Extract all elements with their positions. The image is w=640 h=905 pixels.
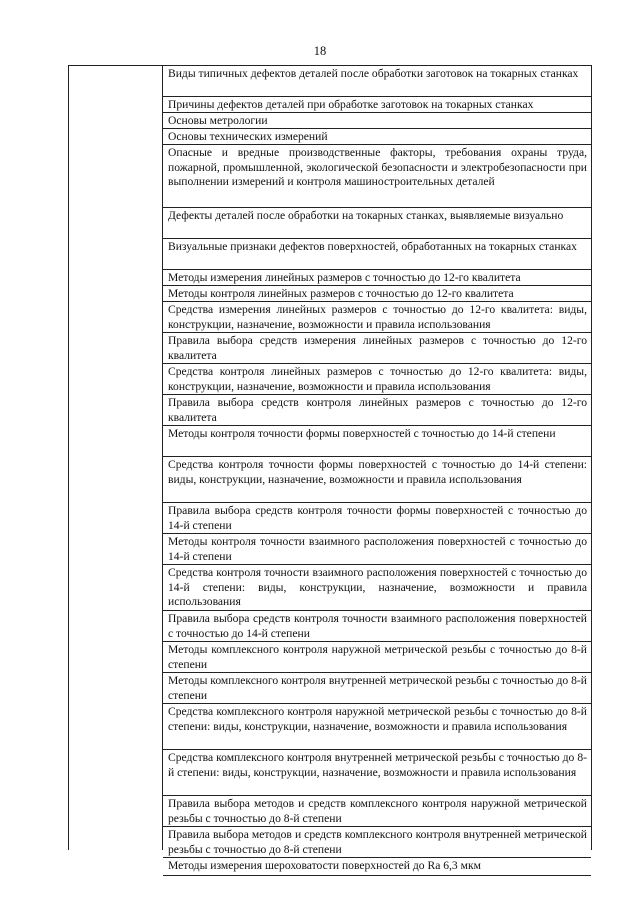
table-row: Методы комплексного контроля наружной метрической резьбы с точностью до 8-й степени	[163, 642, 591, 673]
table-row: Методы контроля линейных размеров с точностью до 12-го квалитета	[163, 286, 591, 302]
table-row: Опасные и вредные производственные факторы, требования охраны труда, пожарной, промышленной, экологической безопасности и электробезопасности при выполнении измерений и контроля машиностроительных деталей	[163, 145, 591, 208]
table-row: Средства контроля точности взаимного расположения поверхностей с точностью до 14-й степени: виды, конструкции, назначение, возможности и правила использования	[163, 565, 591, 611]
table-row: Виды типичных дефектов деталей после обработки заготовок на токарных станках	[163, 66, 591, 97]
table-row: Средства комплексного контроля наружной метрической резьбы с точностью до 8-й степени: виды, конструкции, назначение, возможности и правила использования	[163, 704, 591, 750]
table-row: Основы метрологии	[163, 113, 591, 129]
table-row: Правила выбора средств измерения линейных размеров с точностью до 12-го квалитета	[163, 333, 591, 364]
table-row: Правила выбора средств контроля линейных размеров с точностью до 12-го квалитета	[163, 395, 591, 426]
table-row: Методы контроля точности формы поверхностей с точностью до 14-й степени	[163, 426, 591, 457]
table-row: Методы измерения линейных размеров с точностью до 12-го квалитета	[163, 270, 591, 286]
knowledge-table	[68, 65, 592, 872]
table-row: Правила выбора средств контроля точности взаимного расположения поверхностей с точностью до 14-й степени	[163, 611, 591, 642]
table-row: Причины дефектов деталей при обработке заготовок на токарных станках	[163, 97, 591, 113]
page-number: 18	[313, 44, 327, 58]
table-row: Правила выбора методов и средств комплексного контроля внутренней метрической резьбы с точностью до 8-й степени	[163, 827, 591, 858]
table-row: Правила выбора средств контроля точности формы поверхностей с точностью до 14-й степени	[163, 503, 591, 534]
table-left-column	[69, 66, 163, 850]
table-row: Средства контроля линейных размеров с точностью до 12-го квалитета: виды, конструкции, назначение, возможности и правила использования	[163, 364, 591, 395]
table-row: Средства комплексного контроля внутренней метрической резьбы с точностью до 8-й степени: виды, конструкции, назначение, возможности и правила использования	[163, 750, 591, 796]
table-row: Методы комплексного контроля внутренней метрической резьбы с точностью до 8-й степени	[163, 673, 591, 704]
table-row: Основы технических измерений	[163, 129, 591, 145]
table-right-column	[163, 66, 591, 876]
table-row: Методы контроля точности взаимного расположения поверхностей с точностью до 14-й степени	[163, 534, 591, 565]
table-row: Методы измерения шероховатости поверхностей до Ra 6,3 мкм	[163, 858, 591, 876]
table-row: Дефекты деталей после обработки на токарных станках, выявляемые визуально	[163, 208, 591, 239]
table-row: Средства контроля точности формы поверхностей с точностью до 14-й степени: виды, конструкции, назначение, возможности и правила использования	[163, 457, 591, 503]
table-row: Средства измерения линейных размеров с точностью до 12-го квалитета: виды, конструкции, назначение, возможности и правила использования	[163, 302, 591, 333]
table-row: Визуальные признаки дефектов поверхностей, обработанных на токарных станках	[163, 239, 591, 270]
table-row: Правила выбора методов и средств комплексного контроля наружной метрической резьбы с точностью до 8-й степени	[163, 796, 591, 827]
